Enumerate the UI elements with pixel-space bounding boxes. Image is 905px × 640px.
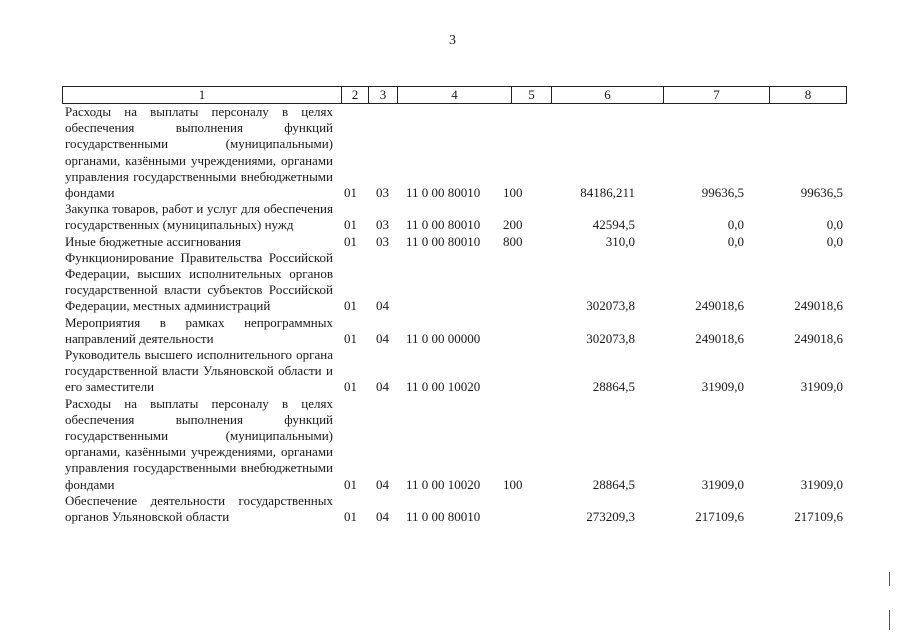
- row-csr: 11 0 00 80010: [406, 185, 481, 201]
- row-value-8: 249018,6: [794, 298, 843, 314]
- row-value-8: 31909,0: [800, 379, 843, 395]
- row-description: Руководитель высшего исполнительного органа государственной власти Ульяновской области и его заместители: [65, 347, 333, 395]
- row-value-7: 0,0: [727, 233, 744, 249]
- row-value-6: 302073,8: [586, 330, 635, 346]
- row-description: Мероприятия в рамках непрограммных направлений деятельности: [65, 314, 333, 346]
- row-description: Иные бюджетные ассигнования: [65, 233, 242, 249]
- row-vr: 100: [503, 476, 523, 492]
- header-col-3: 3: [369, 87, 398, 103]
- table-row: [62, 315, 847, 347]
- row-csr: 11 0 00 80010: [406, 509, 481, 525]
- row-rz: 01: [344, 185, 357, 201]
- row-vr: 200: [503, 217, 523, 233]
- table-row: [62, 493, 847, 525]
- row-prz: 03: [376, 217, 389, 233]
- row-value-8: 31909,0: [800, 476, 843, 492]
- row-value-7: 0,0: [727, 217, 744, 233]
- row-value-7: 31909,0: [701, 379, 744, 395]
- row-description: Функционирование Правительства Российской Федерации, высших исполнительных органов государственной власти субъектов Российской Федерации, местных администраций: [65, 249, 333, 314]
- row-value-7: 99636,5: [701, 185, 744, 201]
- row-prz: 04: [376, 509, 389, 525]
- row-value-8: 249018,6: [794, 330, 843, 346]
- scan-edge-mark: [889, 572, 890, 586]
- row-rz: 01: [344, 330, 357, 346]
- row-rz: 01: [344, 233, 357, 249]
- table-row: [62, 250, 847, 315]
- row-description: Обеспечение деятельности государственных органов Ульяновской области: [65, 492, 333, 525]
- row-value-6: 28864,5: [592, 379, 635, 395]
- row-description: Расходы на выплаты персоналу в целях обеспечения выполнения функций государственными (муниципальными) органами, казёнными учреждениями, органами управления государственными внебюджетными фондами: [65, 104, 333, 201]
- row-value-6: 273209,3: [586, 509, 635, 525]
- row-value-8: 0,0: [826, 217, 843, 233]
- table-row: [62, 347, 847, 396]
- row-value-6: 42594,5: [592, 217, 635, 233]
- row-prz: 03: [376, 185, 389, 201]
- row-value-7: 217109,6: [695, 509, 744, 525]
- budget-table: [62, 86, 847, 525]
- header-col-1: 1: [63, 87, 342, 103]
- row-vr: 100: [503, 185, 523, 201]
- row-value-7: 31909,0: [701, 476, 744, 492]
- row-description: Расходы на выплаты персоналу в целях обеспечения выполнения функций государственными (муниципальными) органами, казёнными учреждениями, органами управления государственными внебюджетными фондами: [65, 395, 333, 492]
- row-prz: 04: [376, 298, 389, 314]
- row-value-6: 28864,5: [592, 476, 635, 492]
- row-value-8: 99636,5: [800, 185, 843, 201]
- page-number: 3: [449, 33, 456, 48]
- header-col-7: 7: [664, 87, 770, 103]
- table-header-row: [62, 86, 847, 104]
- row-csr: 11 0 00 00000: [406, 330, 481, 346]
- row-value-6: 84186,211: [580, 185, 635, 201]
- header-col-4: 4: [398, 87, 512, 103]
- row-value-8: 217109,6: [794, 509, 843, 525]
- row-vr: 800: [503, 233, 523, 249]
- header-col-6: 6: [552, 87, 664, 103]
- row-value-6: 310,0: [605, 233, 635, 249]
- row-prz: 04: [376, 476, 389, 492]
- row-value-8: 0,0: [826, 233, 843, 249]
- row-rz: 01: [344, 217, 357, 233]
- row-rz: 01: [344, 379, 357, 395]
- scan-edge-mark: [889, 610, 890, 630]
- row-rz: 01: [344, 509, 357, 525]
- header-col-2: 2: [342, 87, 369, 103]
- header-col-5: 5: [512, 87, 552, 103]
- row-description: Закупка товаров, работ и услуг для обеспечения государственных (муниципальных) нужд: [65, 201, 333, 233]
- row-rz: 01: [344, 298, 357, 314]
- table-row: [62, 234, 847, 250]
- table-row: [62, 396, 847, 493]
- row-csr: 11 0 00 80010: [406, 217, 481, 233]
- table-row: [62, 201, 847, 233]
- row-value-6: 302073,8: [586, 298, 635, 314]
- row-csr: 11 0 00 10020: [406, 476, 481, 492]
- row-csr: 11 0 00 10020: [406, 379, 481, 395]
- row-csr: 11 0 00 80010: [406, 233, 481, 249]
- row-prz: 04: [376, 330, 389, 346]
- row-prz: 04: [376, 379, 389, 395]
- header-col-8: 8: [804, 87, 812, 102]
- row-value-7: 249018,6: [695, 330, 744, 346]
- row-prz: 03: [376, 233, 389, 249]
- row-value-7: 249018,6: [695, 298, 744, 314]
- table-row: [62, 104, 847, 201]
- row-rz: 01: [344, 476, 357, 492]
